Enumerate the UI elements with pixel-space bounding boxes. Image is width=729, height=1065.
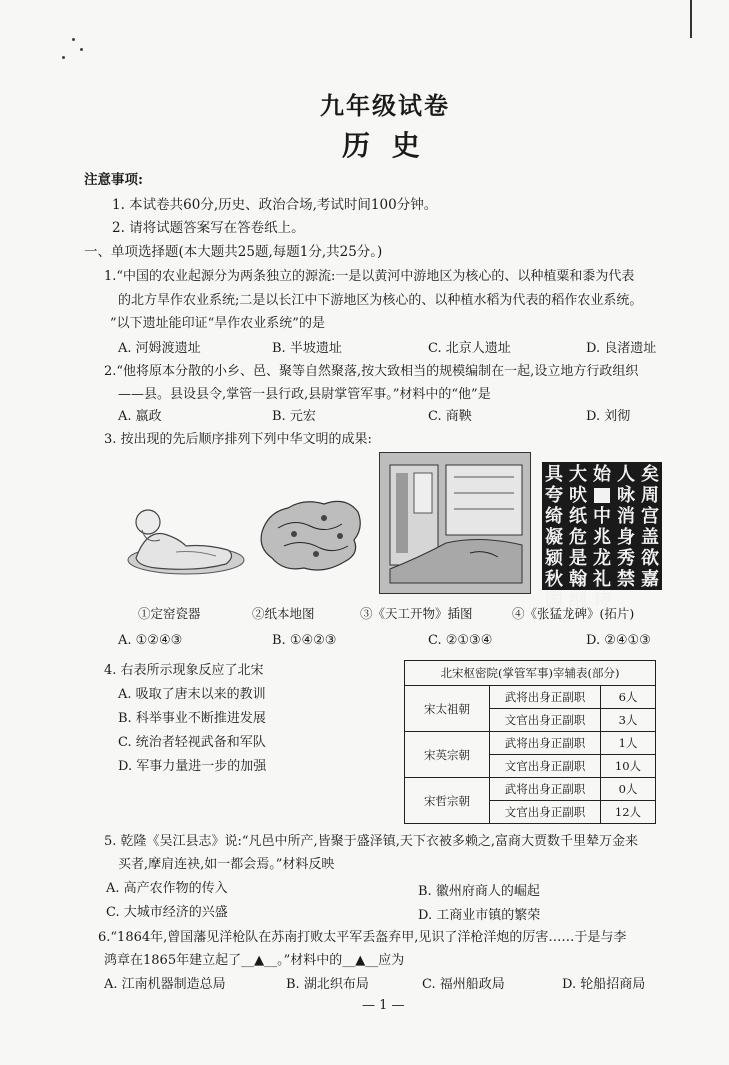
rubbing-character: 宫 [641, 506, 659, 527]
q2-option-d[interactable]: D. 刘彻 [586, 409, 631, 424]
rubbing-character: 兆 [593, 527, 611, 548]
rubbing-character: 纲 [569, 590, 587, 611]
rubbing-character: 国 [545, 590, 563, 611]
q2-option-a[interactable]: A. 嬴政 [118, 409, 162, 424]
q3-option-d[interactable]: D. ②④①③ [586, 633, 651, 648]
rubbing-character: 夸 [545, 485, 563, 506]
q4-table-count: 6人 [601, 686, 656, 709]
rubbing-character: 大 [569, 464, 587, 485]
notice-item-1: 1. 本试卷共60分,历史、政治合场,考试时间100分钟。 [112, 197, 438, 213]
rubbing-character: 颍 [545, 548, 563, 569]
q4-table-role: 武将出身正副职 [490, 732, 601, 755]
q1-line-2: 的北方旱作农业系统;二是以长江中下游地区为核心的、以种植水稻为代表的稻作农业系统。 [118, 293, 643, 308]
q5-line-1: 5. 乾隆《吴江县志》说:“凡邑中所产,皆聚于盛泽镇,天下衣被多赖之,富商大贾数千里辇万金来 [104, 834, 638, 849]
q5-option-a[interactable]: A. 高产农作物的传入 [106, 881, 228, 896]
page-number: — 1 — [362, 998, 405, 1013]
rubbing-character: 咏 [617, 485, 635, 506]
tiangong-kaiwu-image [379, 452, 531, 594]
q4-table [404, 660, 656, 824]
q2-line-1: 2.“他将原本分散的小乡、邑、聚等自然聚落,按大致相当的规模编制在一起,设立地方行政组织 [104, 364, 639, 379]
rubbing-character: 凝 [545, 527, 563, 548]
section-heading: 一、单项选择题(本大题共25题,每题1分,共25分。) [84, 244, 383, 260]
q2-line-2: ——县。县设县令,掌管一县行政,县尉掌管军事。”材料中的“他”是 [118, 387, 491, 402]
rubbing-character [594, 488, 610, 503]
rubbing-character: 中 [593, 506, 611, 527]
q3-caption-2: ②纸本地图 [252, 606, 315, 621]
q5-line-2: 买者,摩肩连袂,如一都会焉。”材料反映 [118, 857, 335, 872]
rubbing-character: 诗 [593, 590, 611, 611]
q6-line-2: 鸿章在1865年建立起了__▲__。”材料中的__▲__应为 [104, 953, 405, 968]
scan-speck [80, 48, 83, 51]
q3-caption-3: ③《天工开物》插图 [360, 606, 473, 621]
q3-stem: 3. 按出现的先后顺序排列下列中华文明的成果: [104, 432, 372, 447]
rubbing-character: 具 [545, 464, 563, 485]
q4-table-count: 3人 [601, 709, 656, 732]
rubbing-character: 龙 [593, 548, 611, 569]
rubbing-character: 盖 [641, 527, 659, 548]
q4-table-role: 武将出身正副职 [490, 686, 601, 709]
q4-option-b[interactable]: B. 科举事业不断推进发展 [118, 711, 266, 726]
ding-porcelain-image [116, 500, 248, 580]
rubbing-character: 危 [569, 527, 587, 548]
q6-option-b[interactable]: B. 湖北织布局 [286, 977, 369, 992]
q1-option-c[interactable]: C. 北京人遗址 [428, 341, 511, 356]
rubbing-character: 绮 [545, 506, 563, 527]
rubbing-character: 秀 [617, 548, 635, 569]
q4-table-role: 武将出身正副职 [490, 778, 601, 801]
q3-option-a[interactable]: A. ①②④③ [118, 633, 183, 648]
stele-rubbing-image [542, 462, 662, 611]
q4-table-count: 0人 [601, 778, 656, 801]
q1-line-3: ”以下遗址能印证“旱作农业系统”的是 [110, 316, 325, 331]
q1-line-1: 1.“中国的农业起源分为两条独立的源流:一是以黄河中游地区为核心的、以种植粟和黍为代表 [104, 269, 635, 284]
rubbing-character: 是 [569, 548, 587, 569]
q5-option-d[interactable]: D. 工商业市镇的繁荣 [418, 908, 541, 923]
rubbing-character: 禁 [617, 569, 635, 590]
rubbing-character: 礼 [593, 569, 611, 590]
rubbing-character: 嘉 [641, 569, 659, 590]
q1-option-d[interactable]: D. 良渚遗址 [586, 341, 657, 356]
q3-option-b[interactable]: B. ①④②③ [272, 633, 337, 648]
q5-option-c[interactable]: C. 大城市经济的兴盛 [106, 905, 228, 920]
q4-table-role: 文官出身正副职 [490, 801, 601, 824]
rubbing-character: 翰 [569, 569, 587, 590]
q4-table-wrapper [404, 660, 656, 824]
q3-option-c[interactable]: C. ②①③④ [428, 633, 493, 648]
rubbing-character: 矣 [641, 464, 659, 485]
q2-option-c[interactable]: C. 商鞅 [428, 409, 472, 424]
q6-option-a[interactable]: A. 江南机器制造总局 [104, 977, 226, 992]
notice-heading: 注意事项: [84, 172, 143, 188]
rubbing-character: 周 [641, 485, 659, 506]
q4-table-dynasty: 宋哲宗朝 [405, 778, 490, 824]
q4-table-role: 文官出身正副职 [490, 755, 601, 778]
rubbing-character: 秋 [545, 569, 563, 590]
q4-table-role: 文官出身正副职 [490, 709, 601, 732]
scan-edge-line [690, 0, 692, 38]
subject-title: 历 史 [342, 129, 426, 162]
q1-option-a[interactable]: A. 河姆渡遗址 [118, 341, 201, 356]
q4-table-count: 10人 [601, 755, 656, 778]
q2-option-b[interactable]: B. 元宏 [272, 409, 316, 424]
q4-table-count: 1人 [601, 732, 656, 755]
q4-option-d[interactable]: D. 军事力量进一步的加强 [118, 759, 267, 774]
rubbing-character: 人 [617, 464, 635, 485]
rubbing-character: 身 [617, 527, 635, 548]
rubbing-character: 纸 [569, 506, 587, 527]
q4-table-dynasty: 宋太祖朝 [405, 686, 490, 732]
q4-table-title: 北宋枢密院(掌管军事)宰辅表(部分) [405, 661, 656, 686]
scan-speck [62, 56, 65, 59]
q4-stem: 4. 右表所示现象反应了北宋 [104, 663, 264, 678]
q3-caption-1: ①定窑瓷器 [138, 606, 201, 621]
paper-map-image [254, 488, 368, 580]
notice-item-2: 2. 请将试题答案写在答卷纸上。 [112, 220, 305, 236]
rubbing-character: 吠 [569, 485, 587, 506]
q6-option-c[interactable]: C. 福州船政局 [422, 977, 505, 992]
q4-table-count: 12人 [601, 801, 656, 824]
q6-option-d[interactable]: D. 轮船招商局 [562, 977, 646, 992]
exam-title: 九年级试卷 [320, 91, 450, 120]
q4-table-dynasty: 宋英宗朝 [405, 732, 490, 778]
q4-option-c[interactable]: C. 统治者轻视武备和军队 [118, 735, 266, 750]
stele-rubbing-characters [542, 462, 662, 613]
rubbing-character: 欲 [641, 548, 659, 569]
scan-speck [72, 38, 75, 41]
rubbing-character: 始 [593, 464, 611, 485]
rubbing-character: 消 [617, 506, 635, 527]
q3-caption-4: ④《张猛龙碑》(拓片) [512, 606, 635, 621]
q5-option-b[interactable]: B. 徽州府商人的崛起 [418, 884, 540, 899]
q4-option-a[interactable]: A. 吸取了唐末以来的教训 [118, 687, 266, 702]
q1-option-b[interactable]: B. 半坡遗址 [272, 341, 342, 356]
q6-line-1: 6.“1864年,曾国藩见洋枪队在苏南打败太平军丢盔弃甲,见识了洋枪洋炮的厉害……于是与李 [98, 930, 627, 945]
